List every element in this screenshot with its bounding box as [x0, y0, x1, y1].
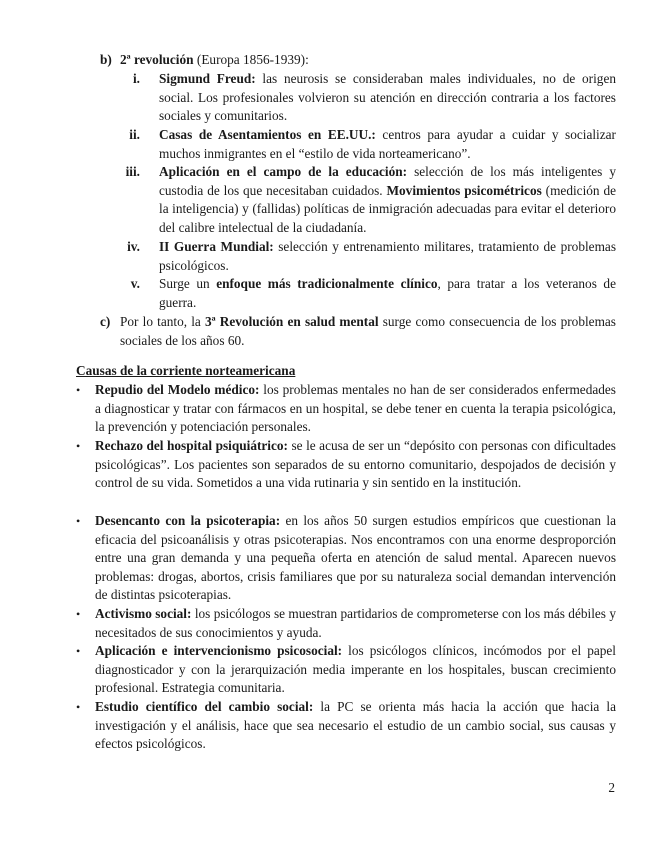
- bullet: •: [76, 383, 81, 397]
- cause-item-text: los problemas mentales no han de ser considerados enfermedades a diagnosticar y tratar con fármacos en un hospital, se debe tener en cuenta la terapia psicológica, la prevención y potenciación personales.: [95, 382, 616, 435]
- section-c-pre: Por lo tanto, la: [120, 314, 205, 329]
- list-item-guerra: [159, 238, 616, 275]
- section-b-label: b): [100, 52, 112, 67]
- list-item-bold: Sigmund Freud:: [159, 71, 256, 86]
- bullet: •: [76, 439, 81, 453]
- section-b-title-bold: 2ª revolución: [120, 52, 194, 67]
- cause-item-text: los psicólogos clínicos, incómodos por el papel diagnosticador y con la jerarquización media imperante en los hospitales, buscan crecimiento profesional. Estrategia comunitaria.: [95, 643, 616, 696]
- list-item-bold: II Guerra Mundial:: [159, 239, 274, 254]
- list-item-enfoque: [159, 275, 616, 312]
- bullet: •: [76, 700, 81, 714]
- section-c-bold: 3ª Revolución en salud mental: [204, 314, 379, 329]
- cause-item-hospital: [95, 437, 616, 493]
- cause-item-intervencionismo: [95, 642, 616, 698]
- cause-item-text: se le acusa de ser un “depósito con personas con dificultades psicológicas”. Los pacientes son separados de su entorno comunitario, despojados de decisión y control de su vida. Sometidos a una vida rutinaria y sin sentido en la institución.: [95, 438, 616, 491]
- list-item-bold: enfoque más tradicionalmente clínico: [216, 276, 438, 291]
- list-item-bold-2: Movimientos psicométricos: [386, 182, 542, 198]
- list-item-text: , para tratar a los veteranos de guerra.: [159, 276, 616, 310]
- page-number: 2: [608, 780, 615, 795]
- cause-item-bold: Estudio científico del cambio social:: [95, 699, 314, 714]
- roman-numeral-i: i.: [132, 71, 140, 86]
- cause-item-bold: Activismo social:: [95, 606, 192, 621]
- bullet: •: [76, 644, 81, 658]
- causes-heading: Causas de la corriente norteamericana: [76, 363, 296, 378]
- cause-item-text: los psicólogos se muestran partidarios de comprometerse con los más débiles y necesitados de sus conocimientos y ayuda.: [95, 606, 616, 640]
- list-item-casas: [159, 126, 616, 163]
- list-item-text-2: (medición de la inteligencia) y (fallidas) políticas de inmigración adecuadas para evitar el deterioro del calibre intelectual de la ciudadanía.: [159, 182, 617, 235]
- list-item-pre: Surge un: [159, 276, 217, 291]
- cause-item-bold: Repudio del Modelo médico:: [95, 382, 260, 397]
- list-item-text: selección de los más inteligentes y custodia de los que necesitaban cuidados.: [159, 164, 616, 198]
- cause-item-text: la PC se orienta más hacia la acción que hacia la investigación y el análisis, hace que sea necesario el estudio de un cambio social, sus causas y efectos psicológicos.: [95, 699, 616, 752]
- section-b-title-rest: (Europa 1856-1939):: [193, 52, 309, 67]
- section-c-paragraph: [120, 313, 616, 350]
- list-item-text: centros para ayudar a cuidar y socializar muchos inmigrantes en el “estilo de vida norteamericano”.: [159, 127, 616, 161]
- cause-item-activismo: [95, 605, 616, 642]
- cause-item-psicoterapia: [95, 512, 616, 605]
- roman-numeral-ii: ii.: [129, 127, 140, 142]
- list-item-educacion: [159, 163, 616, 237]
- section-c-label: c): [100, 314, 111, 329]
- cause-item-bold: Desencanto con la psicoterapia:: [95, 513, 281, 528]
- list-item-bold: Casas de Asentamientos en EE.UU.:: [159, 127, 376, 142]
- cause-item-text: en los años 50 surgen estudios empíricos que cuestionan la eficacia del psicoanálisis y otras psicoterapias. Nos encontramos con una enorme desproporción entre una gran demanda y una pequeña oferta en atención de salud mental. Aparecen nuevos problemas: drogas, abortos, crisis familiares que por su naturaleza social demandan intervención de distintas psicoterapias.: [95, 513, 616, 603]
- cause-item-modelo-medico: [95, 381, 616, 437]
- bullet: •: [76, 607, 81, 621]
- cause-item-cambio-social: [95, 698, 616, 754]
- cause-item-bold: Aplicación e intervencionismo psicosocial:: [95, 643, 343, 658]
- list-item-text: las neurosis se consideraban males individuales, no de origen social. Los profesionales volvieron su atención en dirección contraria a los factores sociales y comunitarios.: [159, 71, 616, 124]
- bullet: •: [76, 514, 81, 528]
- roman-numeral-v: v.: [130, 276, 140, 291]
- roman-numeral-iv: iv.: [127, 239, 140, 254]
- section-c-text: surge como consecuencia de los problemas sociales de los años 60.: [120, 314, 616, 348]
- roman-numeral-iii: iii.: [125, 164, 140, 179]
- section-b-title: [120, 51, 620, 70]
- cause-item-bold: Rechazo del hospital psiquiátrico:: [95, 438, 288, 453]
- list-item-bold: Aplicación en el campo de la educación:: [159, 164, 408, 179]
- list-item-text: selección y entrenamiento militares, tratamiento de problemas psicológicos.: [159, 239, 616, 273]
- list-item-freud: [159, 70, 616, 126]
